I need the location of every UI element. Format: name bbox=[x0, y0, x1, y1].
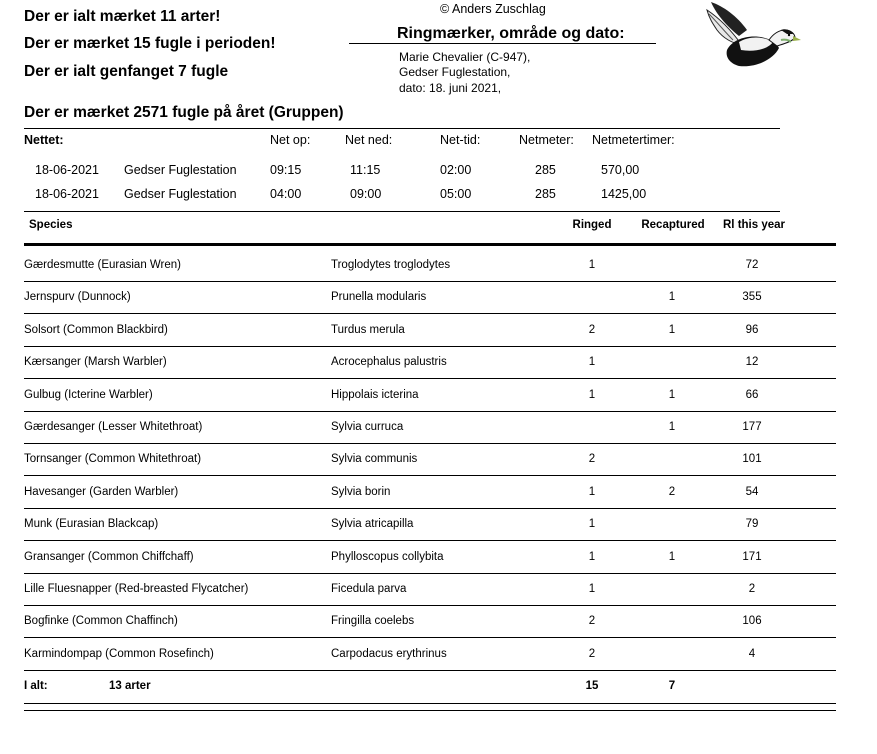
col-header-recaptured: Recaptured bbox=[641, 219, 705, 231]
recaptured-count: 1 bbox=[668, 324, 676, 336]
species-name: Karmindompap (Common Rosefinch) bbox=[24, 648, 214, 660]
year-count: 2 bbox=[748, 583, 756, 595]
net-down: 09:00 bbox=[350, 187, 382, 201]
year-count: 177 bbox=[742, 421, 762, 433]
recaptured-count: 1 bbox=[668, 551, 676, 563]
summary-species-count: Der er ialt mærket 11 arter! bbox=[24, 8, 221, 25]
net-place: Gedser Fuglestation bbox=[124, 187, 237, 201]
species-latin: Hippolais icterina bbox=[331, 389, 419, 401]
total-recaptured: 7 bbox=[668, 680, 676, 692]
row-divider bbox=[24, 637, 836, 638]
summary-ringed-count: Der er mærket 15 fugle i perioden! bbox=[24, 35, 276, 52]
species-latin: Phylloscopus collybita bbox=[331, 551, 444, 563]
species-latin: Sylvia borin bbox=[331, 486, 391, 498]
net-header-net: Nettet: bbox=[24, 133, 64, 147]
species-latin: Ficedula parva bbox=[331, 583, 407, 595]
species-name: Gransanger (Common Chiffchaff) bbox=[24, 551, 194, 563]
ringed-count: 1 bbox=[588, 486, 596, 498]
net-date: 18-06-2021 bbox=[35, 163, 99, 177]
year-count: 12 bbox=[745, 356, 759, 368]
ringer-name: Marie Chevalier (C-947), bbox=[399, 50, 531, 64]
summary-recaptured-count: Der er ialt genfanget 7 fugle bbox=[24, 63, 229, 80]
net-header-hours: Netmetertimer: bbox=[592, 133, 675, 147]
species-name: Lille Fluesnapper (Red-breasted Flycatcher) bbox=[24, 583, 249, 595]
ringed-count: 2 bbox=[588, 648, 596, 660]
ringed-count: 1 bbox=[588, 518, 596, 530]
species-latin: Fringilla coelebs bbox=[331, 615, 415, 627]
year-count: 106 bbox=[742, 615, 762, 627]
recaptured-count: 1 bbox=[668, 291, 676, 303]
divider bbox=[24, 710, 836, 711]
ringed-count: 2 bbox=[588, 453, 596, 465]
species-latin: Carpodacus erythrinus bbox=[331, 648, 447, 660]
species-latin: Sylvia communis bbox=[331, 453, 418, 465]
net-header-down: Net ned: bbox=[345, 133, 393, 147]
col-header-species: Species bbox=[29, 219, 73, 231]
net-hours: 1425,00 bbox=[601, 187, 647, 201]
year-count: 171 bbox=[742, 551, 762, 563]
row-divider bbox=[24, 443, 836, 444]
year-count: 72 bbox=[745, 259, 759, 271]
col-header-year: Rl this year bbox=[723, 219, 785, 231]
col-header-ringed: Ringed bbox=[572, 219, 612, 231]
species-latin: Troglodytes troglodytes bbox=[331, 259, 451, 271]
species-name: Solsort (Common Blackbird) bbox=[24, 324, 168, 336]
net-hours: 570,00 bbox=[601, 163, 640, 177]
ringer-station: Gedser Fuglestation, bbox=[399, 65, 511, 79]
ringed-count: 1 bbox=[588, 551, 596, 563]
species-latin: Prunella modularis bbox=[331, 291, 427, 303]
row-divider bbox=[24, 411, 836, 412]
net-down: 11:15 bbox=[350, 163, 381, 177]
species-name: Bogfinke (Common Chaffinch) bbox=[24, 615, 178, 627]
species-latin: Sylvia atricapilla bbox=[331, 518, 414, 530]
ringer-date: dato: 18. juni 2021, bbox=[399, 81, 502, 95]
ringed-count: 2 bbox=[588, 324, 596, 336]
recaptured-count: 2 bbox=[668, 486, 676, 498]
ringer-title: Ringmærker, område og dato: bbox=[397, 25, 625, 42]
net-up: 04:00 bbox=[270, 187, 302, 201]
total-label: I alt: bbox=[24, 680, 48, 692]
net-up: 09:15 bbox=[270, 163, 302, 177]
divider bbox=[24, 703, 836, 704]
year-count: 79 bbox=[745, 518, 759, 530]
row-divider bbox=[24, 281, 836, 282]
ringed-count: 1 bbox=[588, 356, 596, 368]
recaptured-count: 1 bbox=[668, 421, 676, 433]
row-divider bbox=[24, 508, 836, 509]
species-latin: Turdus merula bbox=[331, 324, 405, 336]
net-header-time: Net-tid: bbox=[440, 133, 481, 147]
row-divider bbox=[24, 540, 836, 541]
row-divider bbox=[24, 313, 836, 314]
ringer-underline bbox=[349, 43, 656, 44]
recaptured-count: 1 bbox=[668, 389, 676, 401]
copyright-text: © Anders Zuschlag bbox=[440, 2, 546, 16]
net-meters: 285 bbox=[535, 187, 556, 201]
net-time: 05:00 bbox=[440, 187, 472, 201]
species-latin: Sylvia curruca bbox=[331, 421, 404, 433]
species-name: Munk (Eurasian Blackcap) bbox=[24, 518, 159, 530]
total-species-count: 13 arter bbox=[109, 680, 151, 692]
eider-duck-icon bbox=[703, 0, 803, 72]
row-divider bbox=[24, 605, 836, 606]
ringed-count: 1 bbox=[588, 259, 596, 271]
species-name: Tornsanger (Common Whitethroat) bbox=[24, 453, 202, 465]
year-count: 66 bbox=[745, 389, 759, 401]
net-date: 18-06-2021 bbox=[35, 187, 99, 201]
species-name: Gulbug (Icterine Warbler) bbox=[24, 389, 153, 401]
total-ringed: 15 bbox=[585, 680, 599, 692]
net-header-up: Net op: bbox=[270, 133, 311, 147]
species-latin: Acrocephalus palustris bbox=[331, 356, 447, 368]
net-place: Gedser Fuglestation bbox=[124, 163, 237, 177]
species-name: Gærdesanger (Lesser Whitethroat) bbox=[24, 421, 203, 433]
row-divider bbox=[24, 670, 836, 671]
ringed-count: 2 bbox=[588, 615, 596, 627]
ringed-count: 1 bbox=[588, 583, 596, 595]
net-meters: 285 bbox=[535, 163, 556, 177]
year-count: 54 bbox=[745, 486, 759, 498]
year-count: 4 bbox=[748, 648, 756, 660]
ringed-count: 1 bbox=[588, 389, 596, 401]
row-divider bbox=[24, 475, 836, 476]
year-count: 96 bbox=[745, 324, 759, 336]
row-divider bbox=[24, 573, 836, 574]
year-count: 101 bbox=[742, 453, 762, 465]
row-divider bbox=[24, 346, 836, 347]
row-divider bbox=[24, 378, 836, 379]
divider bbox=[24, 211, 780, 212]
species-name: Kærsanger (Marsh Warbler) bbox=[24, 356, 167, 368]
species-name: Jernspurv (Dunnock) bbox=[24, 291, 131, 303]
species-name: Gærdesmutte (Eurasian Wren) bbox=[24, 259, 182, 271]
net-time: 02:00 bbox=[440, 163, 472, 177]
year-count: 355 bbox=[742, 291, 762, 303]
divider bbox=[24, 128, 780, 129]
table-header-rule bbox=[24, 243, 836, 246]
summary-year-total: Der er mærket 2571 fugle på året (Gruppen) bbox=[24, 104, 344, 121]
net-header-meters: Netmeter: bbox=[519, 133, 574, 147]
species-name: Havesanger (Garden Warbler) bbox=[24, 486, 179, 498]
